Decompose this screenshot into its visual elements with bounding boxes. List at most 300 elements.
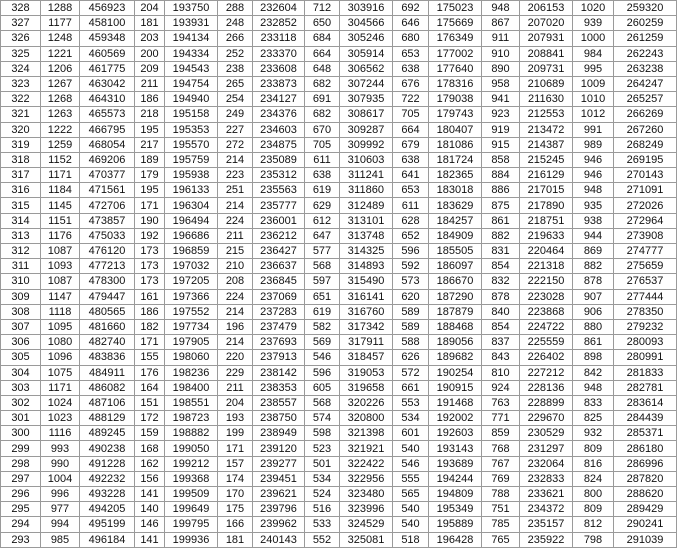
table-cell: 303916 — [340, 1, 393, 16]
table-cell: 489245 — [80, 426, 135, 441]
table-cell: 1152 — [41, 152, 80, 167]
table-cell: 265 — [218, 76, 253, 91]
table-cell: 858 — [482, 152, 520, 167]
table-cell: 315 — [1, 198, 41, 213]
table-cell: 223868 — [520, 304, 573, 319]
table-cell: 196304 — [165, 198, 218, 213]
table-cell: 840 — [482, 304, 520, 319]
table-cell: 809 — [573, 441, 614, 456]
table-row — [1, 152, 677, 167]
table-cell: 198400 — [165, 380, 218, 395]
table-cell: 691 — [305, 92, 340, 107]
table-cell: 991 — [573, 122, 614, 137]
table-cell: 493228 — [80, 487, 135, 502]
table-cell: 266269 — [614, 107, 677, 122]
table-cell: 252 — [218, 46, 253, 61]
table-cell: 162 — [135, 456, 165, 471]
table-cell: 184257 — [429, 213, 482, 228]
table-cell: 809 — [573, 502, 614, 517]
table-cell: 272026 — [614, 198, 677, 213]
table-cell: 235922 — [520, 532, 573, 547]
table-cell: 180407 — [429, 122, 482, 137]
table-cell: 763 — [482, 395, 520, 410]
table-cell: 1023 — [41, 411, 80, 426]
table-cell: 239962 — [253, 517, 305, 532]
table-cell: 477213 — [80, 259, 135, 274]
table-cell: 484911 — [80, 365, 135, 380]
table-cell: 186097 — [429, 259, 482, 274]
table-cell: 958 — [482, 76, 520, 91]
table-cell: 196133 — [165, 183, 218, 198]
table-cell: 190915 — [429, 380, 482, 395]
table-row — [1, 183, 677, 198]
table-row — [1, 471, 677, 486]
table-cell: 235563 — [253, 183, 305, 198]
table-cell: 460569 — [80, 46, 135, 61]
table-cell: 266 — [218, 31, 253, 46]
table-cell: 831 — [482, 244, 520, 259]
table-cell: 312489 — [340, 198, 393, 213]
table-row — [1, 259, 677, 274]
table-cell: 577 — [305, 244, 340, 259]
table-cell: 601 — [393, 426, 429, 441]
table-cell: 281833 — [614, 365, 677, 380]
table-cell: 319 — [1, 137, 41, 152]
table-cell: 286180 — [614, 441, 677, 456]
table-cell: 308 — [1, 304, 41, 319]
table-cell: 236637 — [253, 259, 305, 274]
table-cell: 1176 — [41, 228, 80, 243]
table-cell: 198882 — [165, 426, 218, 441]
table-cell: 214387 — [520, 137, 573, 152]
table-cell: 272 — [218, 137, 253, 152]
table-cell: 842 — [573, 365, 614, 380]
table-cell: 295 — [1, 502, 41, 517]
table-cell: 170 — [218, 487, 253, 502]
table-cell: 199649 — [165, 502, 218, 517]
table-row — [1, 31, 677, 46]
table-cell: 1151 — [41, 213, 80, 228]
table-cell: 227212 — [520, 365, 573, 380]
table-cell: 323 — [1, 76, 41, 91]
table-cell: 297 — [1, 471, 41, 486]
table-row — [1, 16, 677, 31]
table-cell: 326 — [1, 31, 41, 46]
table-row — [1, 426, 677, 441]
table-cell: 280093 — [614, 335, 677, 350]
table-cell: 569 — [305, 335, 340, 350]
table-cell: 195353 — [165, 122, 218, 137]
table-cell: 534 — [305, 471, 340, 486]
table-cell: 1095 — [41, 319, 80, 334]
table-cell: 798 — [573, 532, 614, 547]
table-cell: 311860 — [340, 183, 393, 198]
table-row — [1, 244, 677, 259]
table-cell: 653 — [393, 46, 429, 61]
table-row — [1, 532, 677, 547]
table-cell: 186670 — [429, 274, 482, 289]
table-cell: 236212 — [253, 228, 305, 243]
table-cell: 194244 — [429, 471, 482, 486]
table-cell: 186 — [135, 304, 165, 319]
table-cell: 204 — [135, 1, 165, 16]
table-cell: 166 — [218, 517, 253, 532]
table-cell: 620 — [393, 289, 429, 304]
table-cell: 272964 — [614, 213, 677, 228]
table-cell: 882 — [573, 259, 614, 274]
table-cell: 232064 — [520, 456, 573, 471]
table-cell: 164 — [135, 380, 165, 395]
table-cell: 229670 — [520, 411, 573, 426]
table-cell: 233118 — [253, 31, 305, 46]
table-cell: 461775 — [80, 61, 135, 76]
table-cell: 197032 — [165, 259, 218, 274]
table-cell: 318 — [1, 152, 41, 167]
table-cell: 193750 — [165, 1, 218, 16]
table-cell: 705 — [393, 107, 429, 122]
table-cell: 492232 — [80, 471, 135, 486]
table-cell: 208 — [218, 274, 253, 289]
table-cell: 878 — [482, 289, 520, 304]
table-cell: 565 — [393, 487, 429, 502]
table-cell: 800 — [573, 487, 614, 502]
table-cell: 619 — [305, 304, 340, 319]
table-cell: 488129 — [80, 411, 135, 426]
table-cell: 540 — [393, 441, 429, 456]
table-cell: 553 — [393, 395, 429, 410]
table-cell: 1177 — [41, 16, 80, 31]
table-cell: 198551 — [165, 395, 218, 410]
table-row — [1, 441, 677, 456]
table-cell: 233370 — [253, 46, 305, 61]
table-cell: 289429 — [614, 502, 677, 517]
table-cell: 224 — [218, 289, 253, 304]
table-cell: 1093 — [41, 259, 80, 274]
table-cell: 194754 — [165, 76, 218, 91]
table-row — [1, 61, 677, 76]
table-cell: 232852 — [253, 16, 305, 31]
table-cell: 481660 — [80, 319, 135, 334]
table-cell: 487106 — [80, 395, 135, 410]
table-row — [1, 137, 677, 152]
table-cell: 151 — [135, 395, 165, 410]
table-cell: 1096 — [41, 350, 80, 365]
table-cell: 157 — [218, 456, 253, 471]
table-cell: 233608 — [253, 61, 305, 76]
table-cell: 190 — [135, 213, 165, 228]
table-cell: 235777 — [253, 198, 305, 213]
table-cell: 989 — [573, 137, 614, 152]
table-cell: 184909 — [429, 228, 482, 243]
table-cell: 236845 — [253, 274, 305, 289]
table-cell: 197366 — [165, 289, 218, 304]
table-cell: 1012 — [573, 107, 614, 122]
table-cell: 574 — [305, 411, 340, 426]
table-cell: 286996 — [614, 456, 677, 471]
table-cell: 948 — [482, 1, 520, 16]
table-cell: 204 — [218, 395, 253, 410]
table-cell: 233873 — [253, 76, 305, 91]
table-cell: 234127 — [253, 92, 305, 107]
table-cell: 226402 — [520, 350, 573, 365]
table-cell: 200 — [135, 46, 165, 61]
table-cell: 319053 — [340, 365, 393, 380]
table-cell: 324529 — [340, 517, 393, 532]
table-cell: 232604 — [253, 1, 305, 16]
table-cell: 212553 — [520, 107, 573, 122]
table-cell: 198723 — [165, 411, 218, 426]
table-cell: 193931 — [165, 16, 218, 31]
table-cell: 288 — [218, 1, 253, 16]
table-cell: 159 — [135, 426, 165, 441]
table-cell: 214 — [218, 335, 253, 350]
table-cell: 280991 — [614, 350, 677, 365]
table-cell: 1118 — [41, 304, 80, 319]
table-cell: 209 — [135, 61, 165, 76]
table-cell: 230529 — [520, 426, 573, 441]
table-row — [1, 1, 677, 16]
table-cell: 263238 — [614, 61, 677, 76]
table-cell: 322422 — [340, 456, 393, 471]
table-cell: 932 — [573, 426, 614, 441]
table-cell: 1080 — [41, 335, 80, 350]
table-cell: 984 — [573, 46, 614, 61]
table-cell: 293 — [1, 532, 41, 547]
table-cell: 270143 — [614, 168, 677, 183]
table-cell: 172 — [135, 411, 165, 426]
table-cell: 210689 — [520, 76, 573, 91]
table-cell: 203 — [135, 31, 165, 46]
table-cell: 993 — [41, 441, 80, 456]
table-cell: 231297 — [520, 441, 573, 456]
table-cell: 251 — [218, 183, 253, 198]
table-cell: 313 — [1, 228, 41, 243]
table-cell: 301 — [1, 411, 41, 426]
table-row — [1, 517, 677, 532]
table-cell: 300 — [1, 426, 41, 441]
table-cell: 533 — [305, 517, 340, 532]
table-cell: 193 — [218, 411, 253, 426]
table-cell: 218 — [135, 107, 165, 122]
table-row — [1, 76, 677, 91]
table-cell: 273908 — [614, 228, 677, 243]
table-cell: 309 — [1, 289, 41, 304]
table-cell: 911 — [482, 31, 520, 46]
table-cell: 217890 — [520, 198, 573, 213]
table-cell: 682 — [305, 76, 340, 91]
table-cell: 473857 — [80, 213, 135, 228]
table-row — [1, 456, 677, 471]
table-cell: 456923 — [80, 1, 135, 16]
table-cell: 785 — [482, 517, 520, 532]
table-cell: 638 — [393, 61, 429, 76]
table-cell: 236427 — [253, 244, 305, 259]
table-cell: 490238 — [80, 441, 135, 456]
table-cell: 274777 — [614, 244, 677, 259]
table-cell: 650 — [305, 16, 340, 31]
table-cell: 480565 — [80, 304, 135, 319]
table-cell: 215245 — [520, 152, 573, 167]
table-row — [1, 274, 677, 289]
table-row — [1, 411, 677, 426]
table-cell: 1288 — [41, 1, 80, 16]
table-row — [1, 168, 677, 183]
table-cell: 298 — [1, 456, 41, 471]
table-cell: 307935 — [340, 92, 393, 107]
table-cell: 314893 — [340, 259, 393, 274]
table-cell: 182 — [135, 319, 165, 334]
table-cell: 168 — [135, 441, 165, 456]
table-cell: 189 — [135, 152, 165, 167]
table-cell: 303 — [1, 380, 41, 395]
table-row — [1, 335, 677, 350]
table-cell: 948 — [573, 183, 614, 198]
table-cell: 483836 — [80, 350, 135, 365]
table-cell: 187290 — [429, 289, 482, 304]
table-cell: 192 — [135, 228, 165, 243]
table-cell: 323996 — [340, 502, 393, 517]
table-cell: 471561 — [80, 183, 135, 198]
table-cell: 171 — [135, 335, 165, 350]
table-cell: 816 — [573, 456, 614, 471]
table-cell: 181 — [135, 16, 165, 31]
table-cell: 670 — [305, 122, 340, 137]
table-row — [1, 380, 677, 395]
table-cell: 494205 — [80, 502, 135, 517]
table-row — [1, 289, 677, 304]
table-cell: 1009 — [573, 76, 614, 91]
table-cell: 198060 — [165, 350, 218, 365]
table-cell: 211630 — [520, 92, 573, 107]
table-cell: 459348 — [80, 31, 135, 46]
table-cell: 1087 — [41, 274, 80, 289]
table-cell: 209731 — [520, 61, 573, 76]
table-cell: 944 — [573, 228, 614, 243]
table-cell: 173 — [135, 259, 165, 274]
table-cell: 946 — [573, 152, 614, 167]
table-cell: 239277 — [253, 456, 305, 471]
table-cell: 195349 — [429, 502, 482, 517]
table-cell: 215 — [218, 244, 253, 259]
table-cell: 194809 — [429, 487, 482, 502]
table-row — [1, 350, 677, 365]
table-cell: 314 — [1, 213, 41, 228]
table-cell: 264247 — [614, 76, 677, 91]
table-cell: 221318 — [520, 259, 573, 274]
table-cell: 309992 — [340, 137, 393, 152]
table-cell: 1248 — [41, 31, 80, 46]
table-cell: 1000 — [573, 31, 614, 46]
table-cell: 316760 — [340, 304, 393, 319]
table-cell: 277444 — [614, 289, 677, 304]
table-cell: 463042 — [80, 76, 135, 91]
table-row — [1, 198, 677, 213]
table-cell: 524 — [305, 487, 340, 502]
table-cell: 910 — [482, 46, 520, 61]
table-cell: 220 — [218, 350, 253, 365]
table-cell: 234603 — [253, 122, 305, 137]
table-cell: 173 — [135, 244, 165, 259]
table-cell: 651 — [305, 289, 340, 304]
table-cell: 229 — [218, 365, 253, 380]
table-cell: 268249 — [614, 137, 677, 152]
table-cell: 824 — [573, 471, 614, 486]
table-cell: 859 — [482, 426, 520, 441]
table-cell: 296 — [1, 487, 41, 502]
table-cell: 156 — [135, 471, 165, 486]
table-cell: 141 — [135, 532, 165, 547]
table-cell: 171 — [218, 441, 253, 456]
table-cell: 648 — [305, 61, 340, 76]
table-cell: 465573 — [80, 107, 135, 122]
table-cell: 946 — [573, 168, 614, 183]
table-cell: 199212 — [165, 456, 218, 471]
table-cell: 237693 — [253, 335, 305, 350]
table-cell: 475033 — [80, 228, 135, 243]
table-cell: 1206 — [41, 61, 80, 76]
table-row — [1, 107, 677, 122]
table-cell: 211 — [218, 380, 253, 395]
table-cell: 589 — [393, 304, 429, 319]
table-cell: 573 — [393, 274, 429, 289]
table-cell: 320 — [1, 122, 41, 137]
table-cell: 217015 — [520, 183, 573, 198]
table-cell: 304 — [1, 365, 41, 380]
table-cell: 238 — [218, 61, 253, 76]
table-cell: 248 — [218, 16, 253, 31]
table-cell: 653 — [393, 183, 429, 198]
table-cell: 195889 — [429, 517, 482, 532]
table-cell: 832 — [482, 274, 520, 289]
table-cell: 239796 — [253, 502, 305, 517]
table-cell: 1004 — [41, 471, 80, 486]
table-cell: 236001 — [253, 213, 305, 228]
table-cell: 181724 — [429, 152, 482, 167]
table-cell: 722 — [393, 92, 429, 107]
table-cell: 195759 — [165, 152, 218, 167]
table-cell: 183018 — [429, 183, 482, 198]
table-cell: 261259 — [614, 31, 677, 46]
table-cell: 199509 — [165, 487, 218, 502]
table-cell: 664 — [305, 46, 340, 61]
table-cell: 312 — [1, 244, 41, 259]
table-cell: 596 — [305, 365, 340, 380]
table-cell: 1268 — [41, 92, 80, 107]
table-cell: 161 — [135, 289, 165, 304]
table-cell: 323480 — [340, 487, 393, 502]
table-cell: 193143 — [429, 441, 482, 456]
table-cell: 287820 — [614, 471, 677, 486]
table-cell: 468054 — [80, 137, 135, 152]
table-cell: 291039 — [614, 532, 677, 547]
table-cell: 313748 — [340, 228, 393, 243]
table-cell: 141 — [135, 487, 165, 502]
table-cell: 771 — [482, 411, 520, 426]
table-cell: 249 — [218, 107, 253, 122]
table-row — [1, 319, 677, 334]
table-cell: 186 — [135, 92, 165, 107]
table-cell: 192603 — [429, 426, 482, 441]
table-cell: 235157 — [520, 517, 573, 532]
table-cell: 869 — [573, 244, 614, 259]
table-cell: 321921 — [340, 441, 393, 456]
table-cell: 140 — [135, 502, 165, 517]
table-cell: 837 — [482, 335, 520, 350]
table-cell: 941 — [482, 92, 520, 107]
table-cell: 788 — [482, 487, 520, 502]
table-cell: 518 — [393, 532, 429, 547]
table-cell: 187879 — [429, 304, 482, 319]
